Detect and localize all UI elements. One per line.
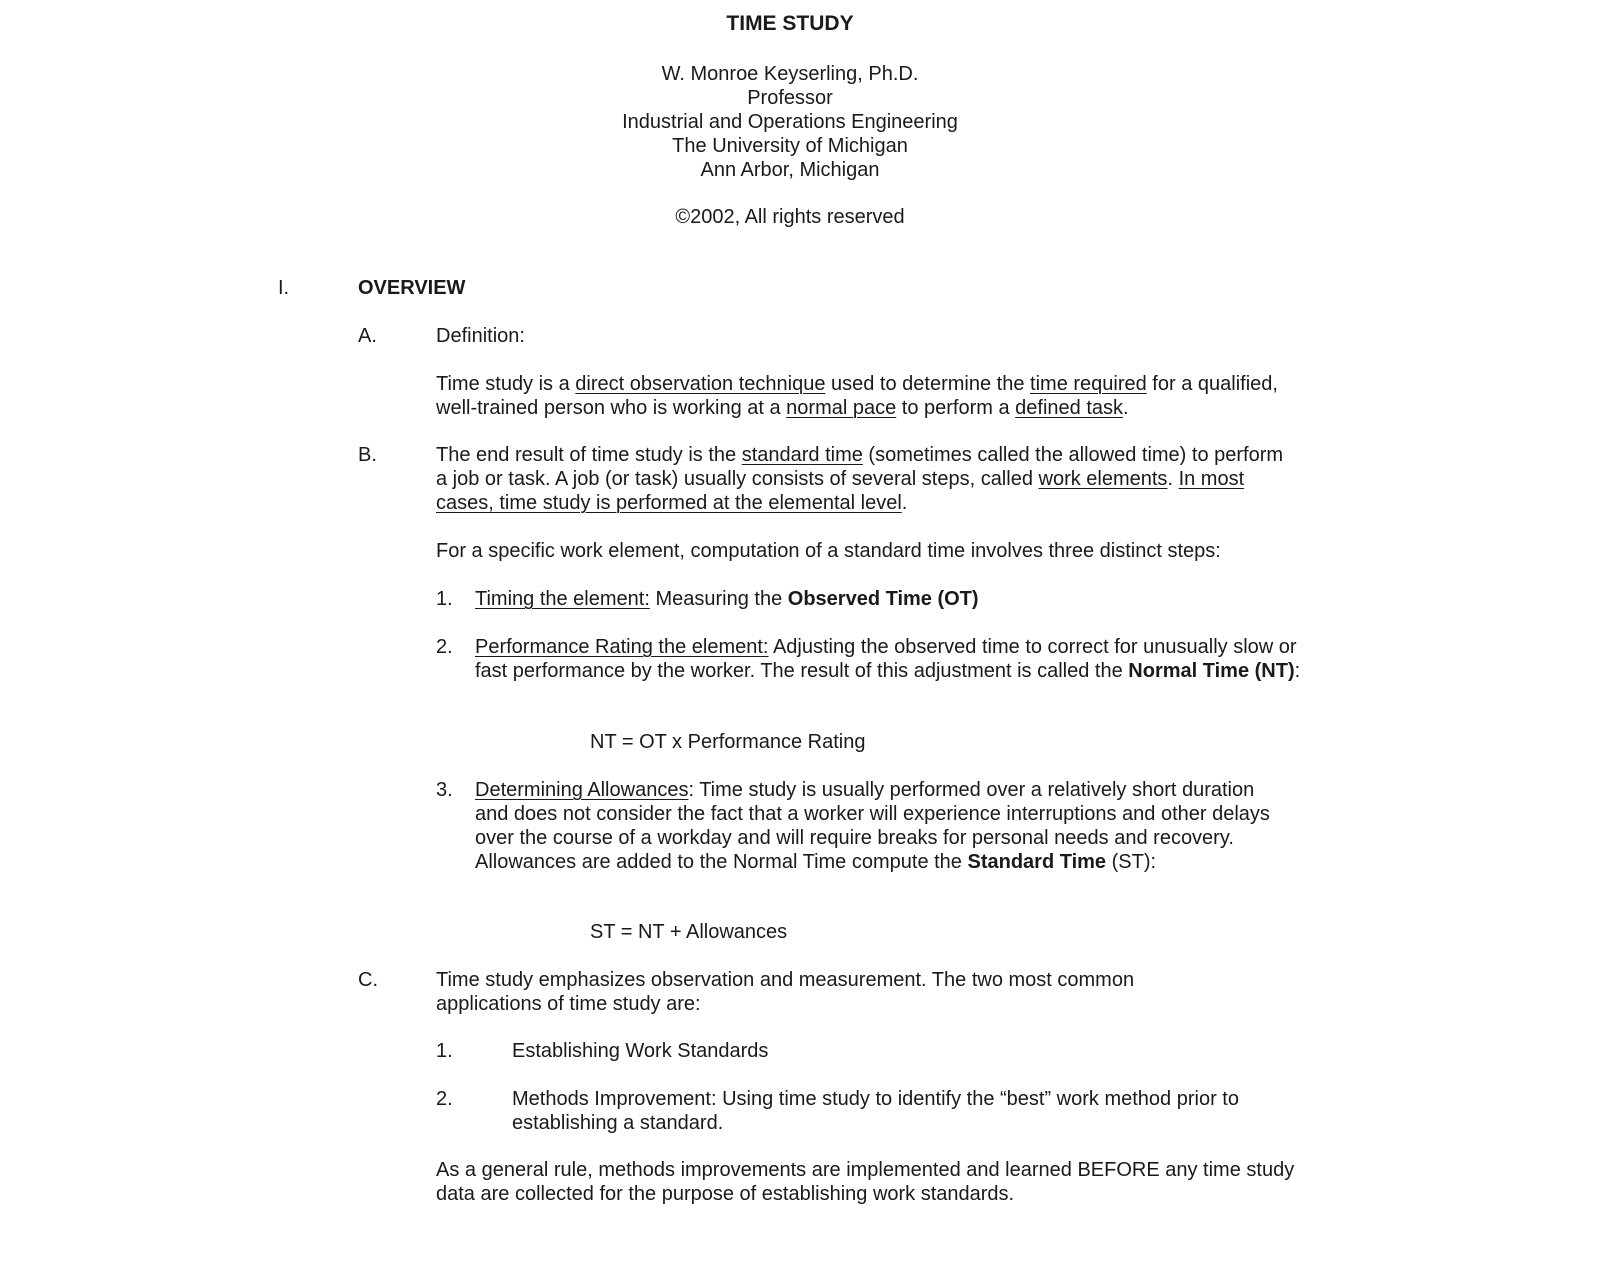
step-1-number: 1. (436, 588, 453, 610)
application-1-text: Establishing Work Standards (512, 1040, 769, 1062)
standard-time-paragraph: The end result of time study is the standard time (sometimes called the allowed time) to perform a job or task. A job (or task) usually consists of several steps, called work elements. In most cases, time study is performed at the elemental level. (436, 444, 1284, 514)
author-name: W. Monroe Keyserling, Ph.D. (661, 63, 919, 85)
steps-intro: For a specific work element, computation of a standard time involves three distinct steps: (436, 540, 1221, 562)
application-1-number: 1. (436, 1040, 453, 1062)
item-c-letter: C. (358, 969, 378, 991)
author-location: Ann Arbor, Michigan (700, 159, 880, 181)
step-1-text: Timing the element: Measuring the Observed Time (OT) (475, 588, 979, 610)
document-title: TIME STUDY (726, 12, 854, 35)
author-position: Professor (747, 87, 833, 109)
section-heading: OVERVIEW (358, 277, 466, 299)
applications-paragraph: Time study emphasizes observation and measurement. The two most common applications of time study are: (436, 969, 1135, 1015)
step-3-number: 3. (436, 779, 453, 801)
author-department: Industrial and Operations Engineering (622, 111, 958, 133)
step-2-number: 2. (436, 636, 453, 658)
normal-time-formula: NT = OT x Performance Rating (590, 731, 866, 753)
definition-paragraph: Time study is a direct observation technique used to determine the time required for a qualified, well-trained person who is working at a normal pace to perform a defined task. (436, 373, 1278, 419)
application-2-number: 2. (436, 1088, 453, 1110)
item-a-letter: A. (358, 325, 377, 347)
standard-time-formula: ST = NT + Allowances (590, 921, 788, 943)
step-3-text: Determining Allowances: Time study is usually performed over a relatively short duration and does not consider the fact that a worker will experience interruptions and other delays over the course of a workday and will require breaks for personal needs and recovery. Allowances are added to the Normal Time compute the Standard Time (ST): (475, 779, 1270, 873)
definition-label: Definition: (436, 325, 525, 347)
item-b-letter: B. (358, 444, 377, 466)
section-numeral: I. (278, 277, 290, 299)
copyright-notice: ©2002, All rights reserved (675, 206, 905, 228)
author-university: The University of Michigan (672, 135, 908, 157)
closing-paragraph: As a general rule, methods improvements are implemented and learned BEFORE any time study data are collected for the purpose of establishing work standards. (436, 1159, 1295, 1205)
application-2-text: Methods Improvement: Using time study to identify the “best” work method prior to establishing a standard. (512, 1088, 1239, 1134)
step-2-text: Performance Rating the element: Adjusting the observed time to correct for unusually slow or fast performance by the worker. The result of this adjustment is called the Normal Time (NT): (475, 636, 1301, 682)
